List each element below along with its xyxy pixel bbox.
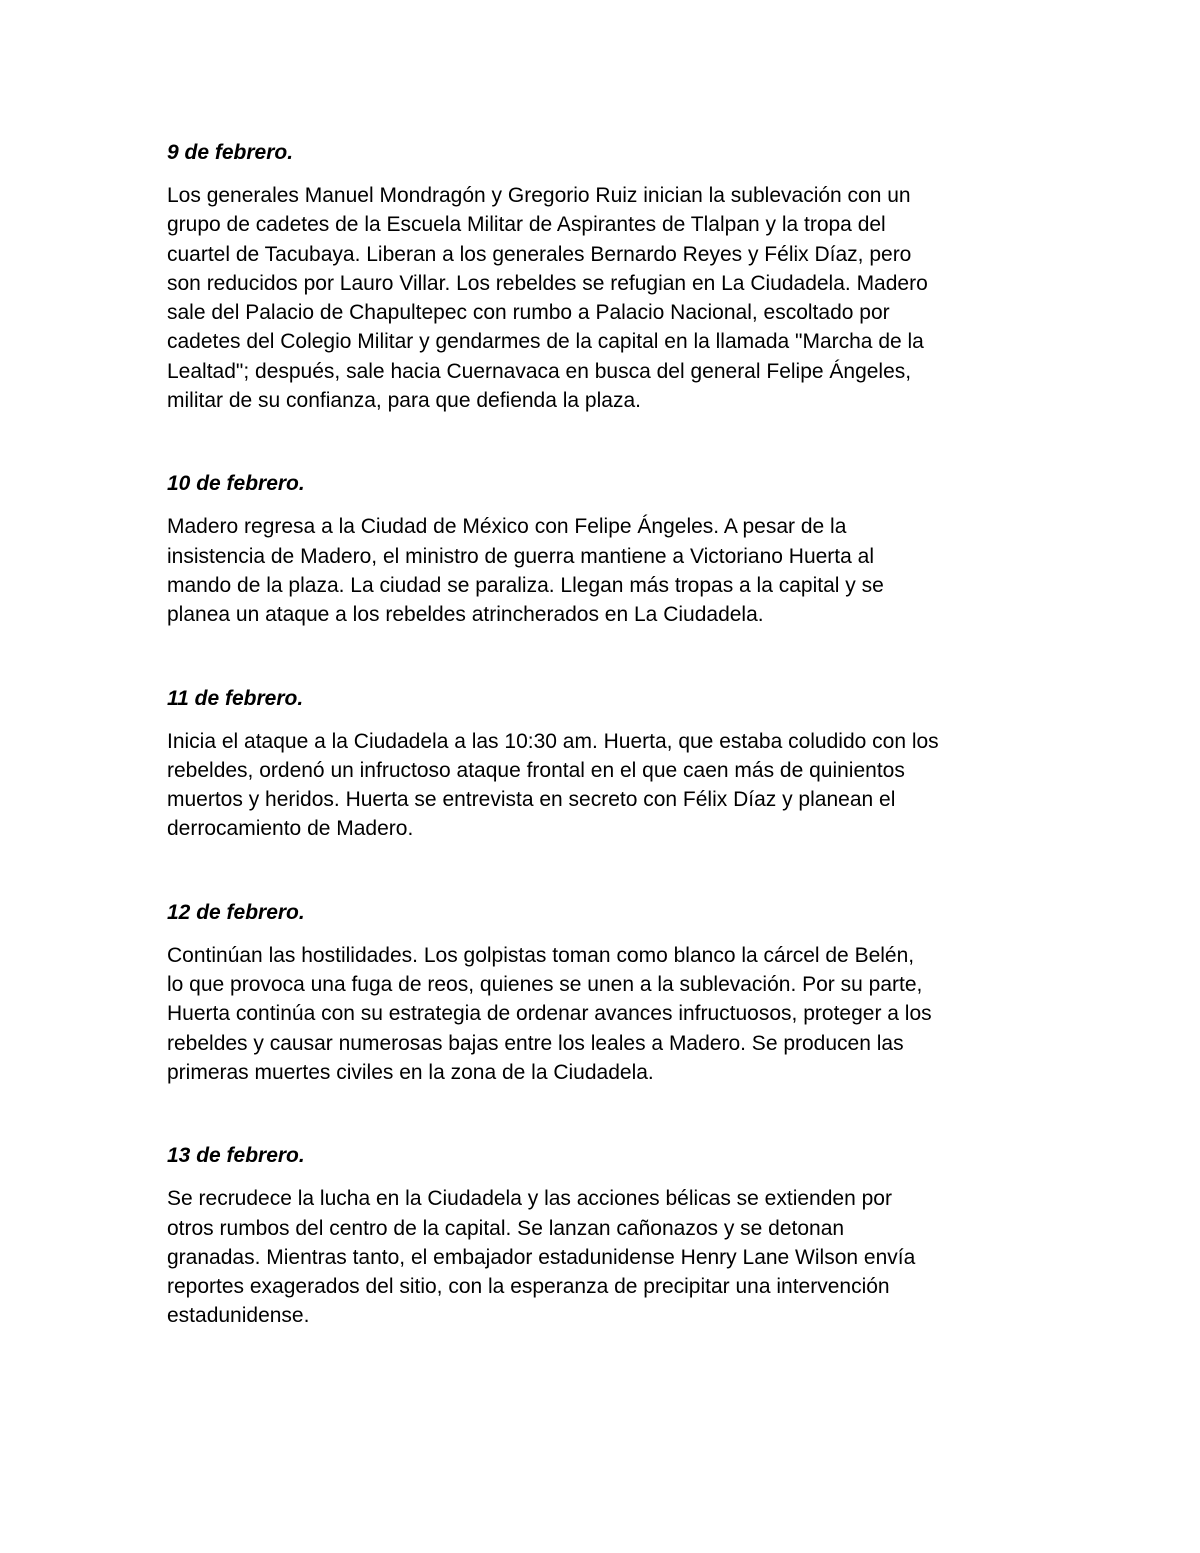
entry-text [167,941,1047,1087]
text-line: grupo de cadetes de la Escuela Militar de Aspirantes de Tlalpan y la tropa del [167,213,886,237]
entry-11-febrero [167,684,1047,844]
text-line: cuartel de Tacubaya. Liberan a los generales Bernardo Reyes y Félix Díaz, pero [167,242,912,266]
text-line: militar de su confianza, para que defienda la plaza. [167,389,641,413]
entry-13-febrero [167,1141,1047,1330]
entry-text [167,727,1047,844]
entry-date: 11 de febrero. [167,686,304,710]
entry-date: 10 de febrero. [167,472,305,496]
entry-text [167,1184,1047,1330]
text-line: insistencia de Madero, el ministro de guerra mantiene a Victoriano Huerta al [167,544,874,568]
text-line: Madero regresa a la Ciudad de México con Felipe Ángeles. A pesar de la [167,515,847,539]
text-line: Continúan las hostilidades. Los golpistas toman como blanco la cárcel de Belén, [167,943,915,967]
entry-text [167,181,1047,415]
entry-text [167,512,1047,629]
text-line: mando de la plaza. La ciudad se paraliza. Llegan más tropas a la capital y se [167,573,884,597]
text-line: lo que provoca una fuga de reos, quienes se unen a la sublevación. Por su parte, [167,973,923,997]
entry-9-febrero [167,138,1047,415]
text-line: rebeldes, ordenó un infructoso ataque frontal en el que caen más de quinientos [167,758,905,782]
text-line: reportes exagerados del sitio, con la esperanza de precipitar una intervención [167,1275,890,1299]
entry-date: 13 de febrero. [167,1144,305,1168]
text-line: granadas. Mientras tanto, el embajador estadunidense Henry Lane Wilson envía [167,1245,916,1269]
entry-date: 12 de febrero. [167,900,305,924]
entry-12-febrero [167,898,1047,1087]
entry-10-febrero [167,469,1047,629]
text-line: rebeldes y causar numerosas bajas entre los leales a Madero. Se producen las [167,1031,904,1055]
text-line: muertos y heridos. Huerta se entrevista en secreto con Félix Díaz y planean el [167,788,896,812]
text-line: otros rumbos del centro de la capital. Se lanzan cañonazos y se detonan [167,1216,845,1240]
text-line: estadunidense. [167,1304,310,1328]
text-line: Huerta continúa con su estrategia de ordenar avances infructuosos, proteger a los [167,1002,932,1026]
text-line: Inicia el ataque a la Ciudadela a las 10:30 am. Huerta, que estaba coludido con los [167,729,939,753]
text-line: planea un ataque a los rebeldes atrincherados en La Ciudadela. [167,603,764,627]
text-line: Se recrudece la lucha en la Ciudadela y las acciones bélicas se extienden por [167,1187,892,1211]
text-line: son reducidos por Lauro Villar. Los rebeldes se refugian en La Ciudadela. Madero [167,271,928,295]
document-page [167,138,1047,1385]
text-line: Lealtad"; después, sale hacia Cuernavaca en busca del general Felipe Ángeles, [167,359,912,383]
text-line: primeras muertes civiles en la zona de la Ciudadela. [167,1060,654,1084]
entry-date: 9 de febrero. [167,141,294,164]
text-line: sale del Palacio de Chapultepec con rumbo a Palacio Nacional, escoltado por [167,301,890,325]
text-line: Los generales Manuel Mondragón y Gregorio Ruiz inician la sublevación con un [167,184,911,207]
text-line: derrocamiento de Madero. [167,817,414,841]
text-line: cadetes del Colegio Militar y gendarmes de la capital en la llamada "Marcha de la [167,330,924,354]
